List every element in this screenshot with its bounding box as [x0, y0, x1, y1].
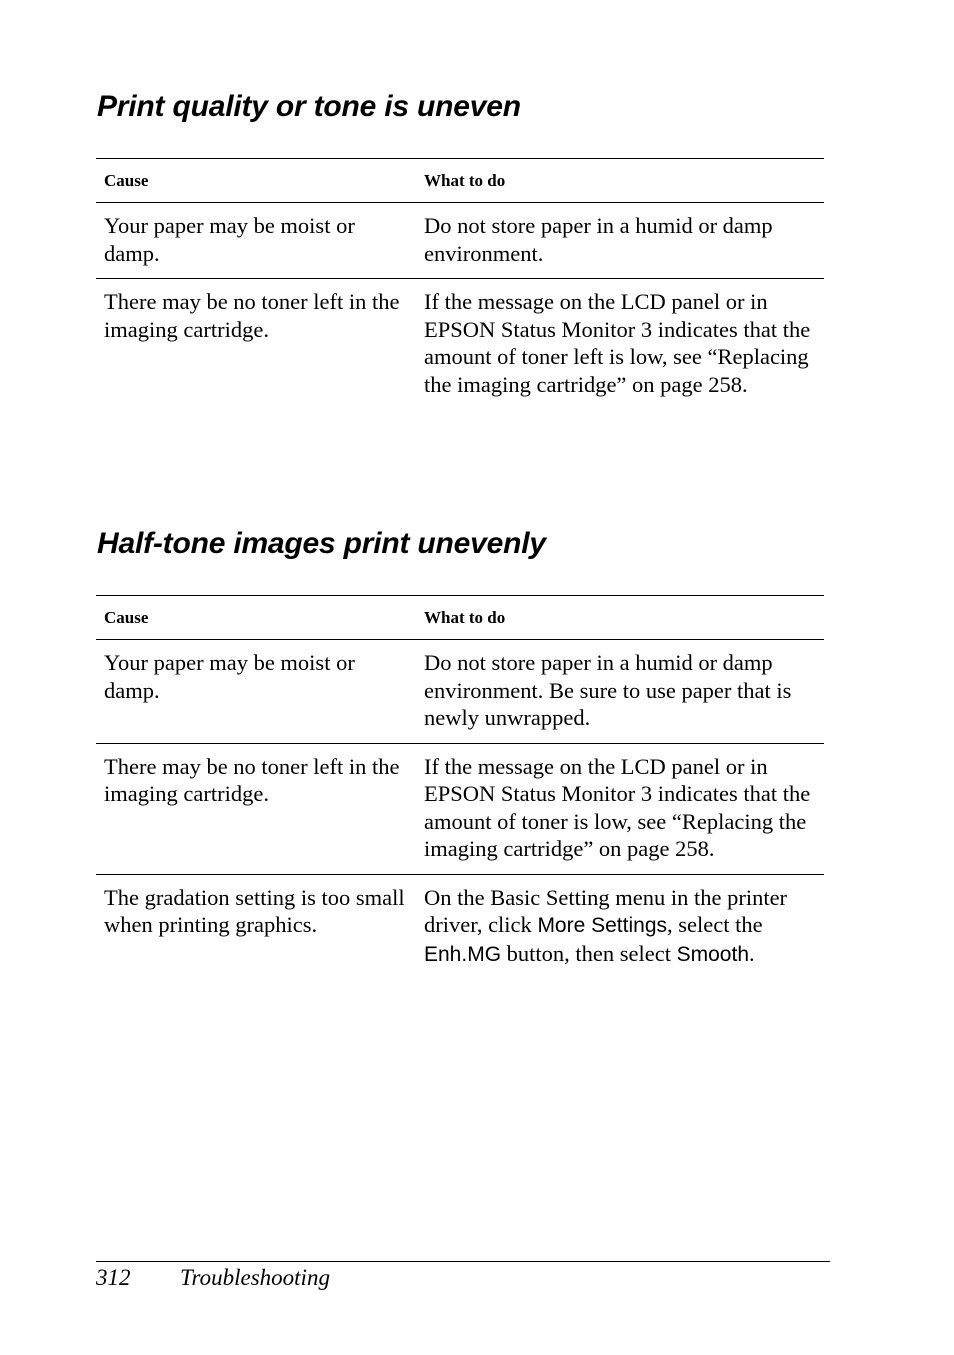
action-cell: Do not store paper in a humid or damp environment. Be sure to use paper that is newly unwrapped.: [416, 640, 824, 744]
troubleshooting-table-half-tone: [96, 595, 824, 979]
action-cell: If the message on the LCD panel or in EPSON Status Monitor 3 indicates that the amount of toner is low, see “Replacing the imaging cartridge” on page 258.: [416, 743, 824, 874]
column-header-cause: Cause: [96, 159, 416, 203]
page-number: 312: [96, 1265, 131, 1290]
cause-cell: Your paper may be moist or damp.: [96, 203, 416, 279]
action-text: On the Basic Setting menu in the printer driver, click: [424, 884, 788, 937]
cause-cell: There may be no toner left in the imaging cartridge.: [96, 743, 416, 874]
footer-divider: [96, 1261, 830, 1262]
column-header-what-to-do: What to do: [416, 596, 824, 640]
table-row: [96, 743, 824, 874]
action-text: , select the: [667, 912, 763, 937]
column-header-what-to-do: What to do: [416, 159, 824, 203]
cause-cell: The gradation setting is too small when printing graphics.: [104, 884, 405, 937]
table-header-row: [96, 159, 824, 203]
action-cell: If the message on the LCD panel or in EPSON Status Monitor 3 indicates that the amount of toner left is low, see “Replacing the imaging cartridge” on page 258.: [424, 289, 811, 397]
troubleshooting-table-print-quality: [96, 158, 824, 409]
table-row: [96, 203, 824, 279]
cause-cell: Your paper may be moist or damp.: [96, 640, 416, 744]
action-text: button, then select: [501, 940, 677, 966]
ui-term-smooth: Smooth: [676, 942, 749, 966]
table-row: [96, 640, 824, 744]
table-header-row: [96, 596, 824, 640]
ui-term-enh-mg: Enh.MG: [424, 942, 502, 966]
action-cell: [416, 874, 824, 979]
column-header-cause: Cause: [96, 596, 416, 640]
ui-term-more-settings: More Settings: [537, 914, 667, 937]
table-row: [96, 874, 824, 979]
section-title-half-tone: Half-tone images print unevenly: [97, 527, 546, 560]
running-title: Troubleshooting: [180, 1265, 330, 1290]
section-title-print-quality: Print quality or tone is uneven: [97, 90, 521, 123]
action-cell: Do not store paper in a humid or damp environment.: [416, 203, 824, 279]
action-text: .: [749, 940, 755, 966]
cause-cell: There may be no toner left in the imaging cartridge.: [104, 289, 400, 342]
table-row: [96, 279, 824, 410]
